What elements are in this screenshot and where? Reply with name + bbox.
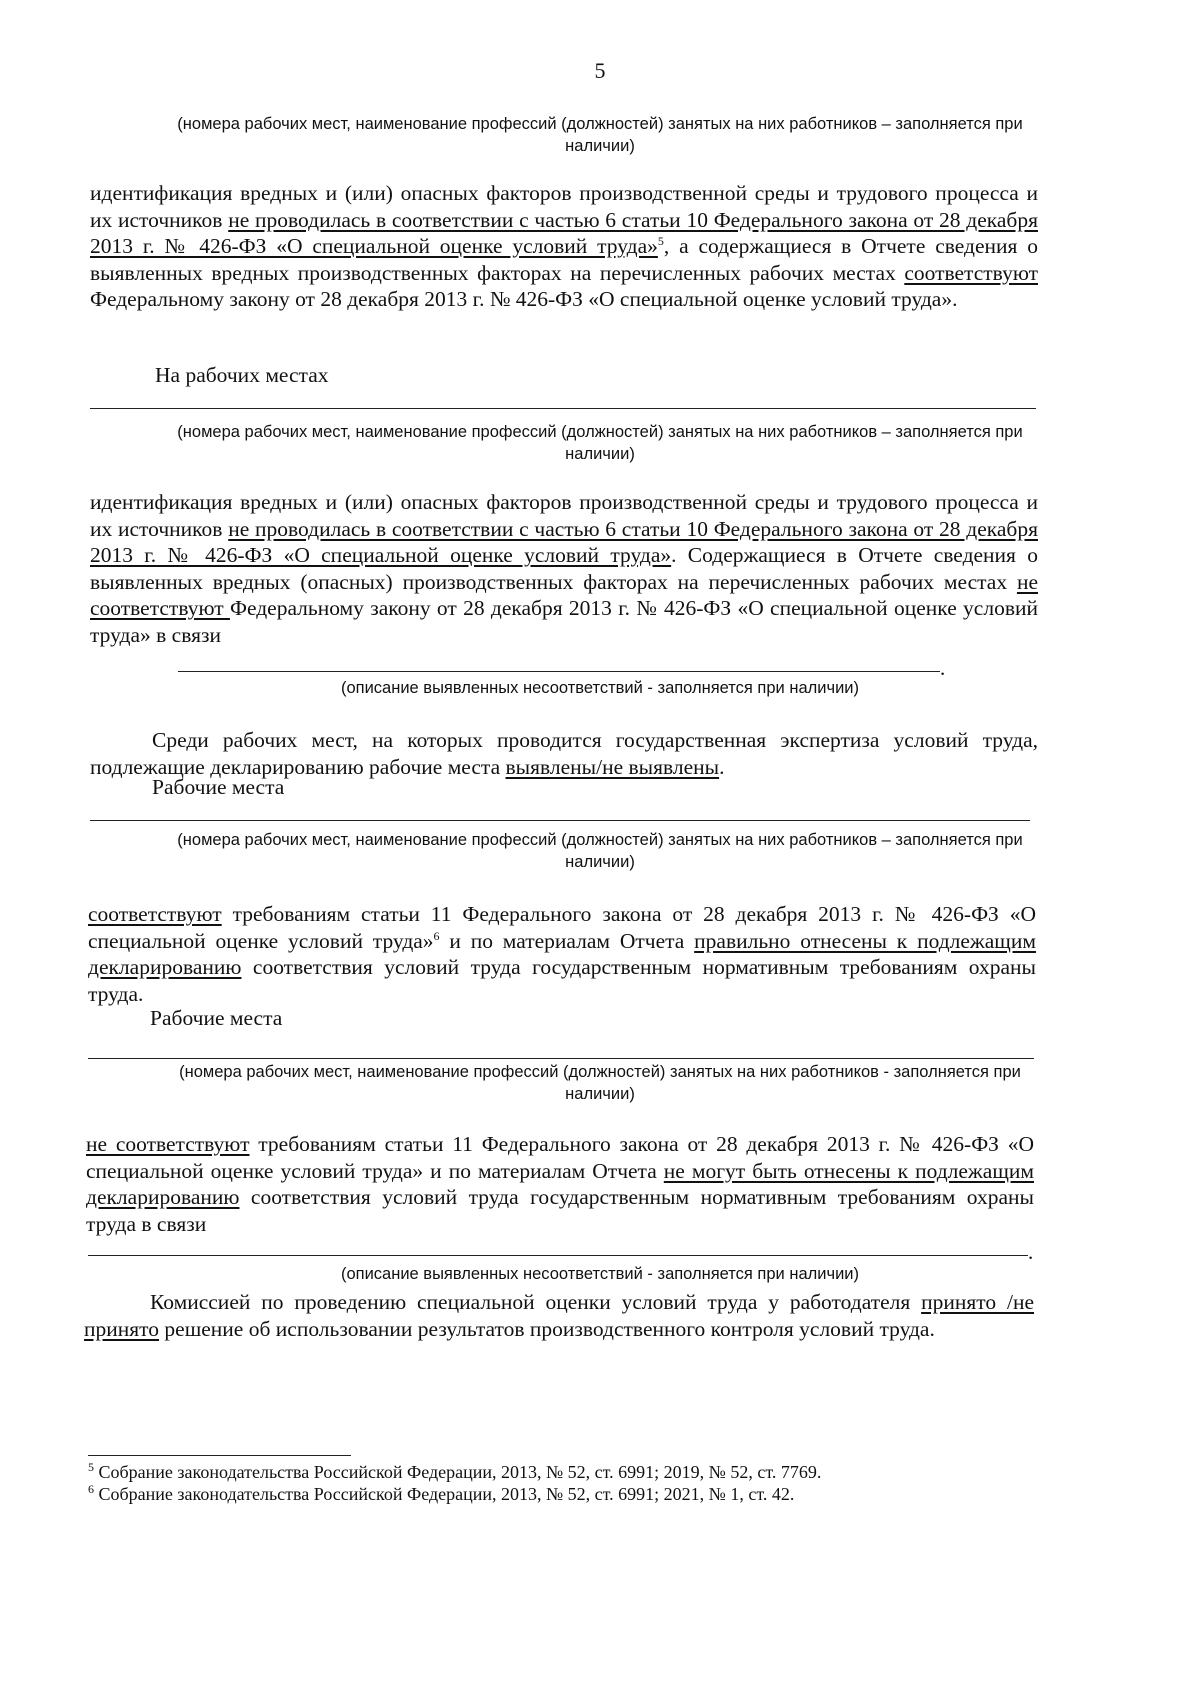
footnote-mark: 6 (88, 1482, 94, 1496)
caption-line: наличии) (565, 137, 635, 155)
caption-workplaces-1 (150, 113, 1050, 157)
blank-line (178, 671, 940, 672)
blank-line (88, 1058, 1034, 1059)
text-span: требованиям статьи 11 Федерального закона от 28 декабря 2013 г. № 426-ФЗ «О специальной оценке условий труда» (88, 902, 1036, 953)
paragraph-identification-2 (90, 489, 1038, 648)
underlined-text: соответствуют (88, 902, 222, 926)
footnote-5 (88, 1461, 821, 1483)
text-span: Комиссией по проведению специальной оценки условий труда у работодателя (150, 1290, 922, 1314)
underlined-text: принято /не принято (84, 1290, 1034, 1341)
footnote-text: Собрание законодательства Российской Федерации, 2013, № 52, ст. 6991; 2021, № 1, ст. 42. (94, 1484, 795, 1504)
text-span: соответствия условий труда государственным нормативным требованиям охраны труда в связи (86, 1185, 1034, 1236)
footnote-6 (88, 1483, 794, 1505)
label-rabochie-mesta-2: Рабочие места (150, 1006, 283, 1030)
caption-nonconformities-1: (описание выявленных несоответствий - заполняется при наличии) (340, 679, 860, 697)
text-span: Среди рабочих мест, на которых проводится государственная экспертиза условий труда, подлежащие декларированию рабочие места (90, 728, 1038, 779)
underlined-text: не могут быть отнесены к подлежащим декларированию (86, 1158, 1034, 1209)
line-end-period: . (1028, 1240, 1034, 1264)
label-na-rabochih-mestah: На рабочих местах (155, 363, 329, 387)
caption-workplaces-2 (150, 421, 1050, 465)
text-span: соответствия условий труда государственным нормативным требованиям охраны труда. (88, 955, 1036, 1006)
text-span: . Содержащиеся в Отчете сведения о выявленных вредных (опасных) производственных факторах на перечисленных рабочих местах (90, 543, 1038, 594)
underlined-text: не проводилась в соответствии с частью 6 статьи 10 Федерального закона от 28 декабря 2013 г. № 426-ФЗ «О специальной оценке условий труда» (90, 516, 1038, 567)
caption-line: наличии) (565, 853, 635, 871)
footnote-text: Собрание законодательства Российской Федерации, 2013, № 52, ст. 6991; 2019, № 52, ст. 7769. (94, 1462, 822, 1482)
footnote-mark: 5 (88, 1460, 94, 1474)
underlined-text: выявлены/не выявлены (505, 754, 720, 779)
blank-line (90, 408, 1036, 409)
text-span: идентификация вредных и (или) опасных факторов производственной среды и трудового процесса и их источников (90, 181, 1038, 232)
text-span: , а содержащиеся в Отчете сведения о выявленных вредных производственных факторах на перечисленных рабочих местах (90, 234, 1038, 285)
caption-nonconformities-2: (описание выявленных несоответствий - заполняется при наличии) (340, 1265, 860, 1283)
caption-line: наличии) (565, 1085, 635, 1103)
caption-workplaces-3 (150, 829, 1050, 873)
text-span: Федеральному закону от 28 декабря 2013 г. № 426-ФЗ «О специальной оценке условий труда». (90, 287, 958, 311)
page-number: 5 (594, 58, 606, 83)
text-span: решение об использовании результатов производственного контроля условий труда. (159, 1316, 935, 1341)
caption-line: (номера рабочих мест, наименование профессий (должностей) занятых на них работников - заполняется при (179, 1063, 1021, 1081)
underlined-text: не проводилась в соответствии с частью 6 статьи 10 Федерального закона от 28 декабря 2013 г. № 426-ФЗ «О специальной оценке условий труда» (90, 207, 1038, 258)
caption-line: (номера рабочих мест, наименование профессий (должностей) занятых на них работников – заполняется при (177, 115, 1023, 133)
underlined-text: правильно отнесены к подлежащим декларированию (88, 928, 1036, 979)
text-span: идентификация вредных и (или) опасных факторов производственной среды и трудового процесса и их источников (90, 490, 1038, 541)
footnote-ref: 6 (433, 928, 440, 943)
paragraph-commission-decision (84, 1289, 1034, 1342)
paragraph-conform (88, 901, 1036, 1007)
blank-line (90, 820, 1030, 821)
footnote-ref: 5 (657, 233, 664, 248)
footnote-separator (88, 1455, 351, 1456)
paragraph-identification-1 (90, 180, 1038, 313)
underlined-text: не соответствуют (90, 569, 1038, 620)
caption-line: (номера рабочих мест, наименование профессий (должностей) занятых на них работников – заполняется при (177, 423, 1023, 441)
text-span: и по материалам Отчета (439, 928, 695, 953)
line-end-period: . (940, 656, 946, 680)
paragraph-nonconform (86, 1131, 1034, 1237)
label-rabochie-mesta-1: Рабочие места (152, 775, 285, 799)
text-span: требованиям статьи 11 Федерального закона от 28 декабря 2013 г. № 426-ФЗ «О специальной оценке условий труда» и по материалам Отчета (86, 1132, 1034, 1183)
underlined-text: соответствуют (904, 260, 1038, 285)
caption-line: (номера рабочих мест, наименование профессий (должностей) занятых на них работников – заполняется при (177, 831, 1023, 849)
caption-line: наличии) (565, 445, 635, 463)
underlined-text: не соответствуют (86, 1132, 250, 1156)
caption-workplaces-4 (150, 1061, 1050, 1105)
blank-line (88, 1255, 1028, 1256)
paragraph-state-expertise (90, 727, 1038, 780)
text-span: Федеральному закону от 28 декабря 2013 г. № 426-ФЗ «О специальной оценке условий труда» в связи (90, 596, 1038, 647)
text-span: . (719, 754, 725, 779)
